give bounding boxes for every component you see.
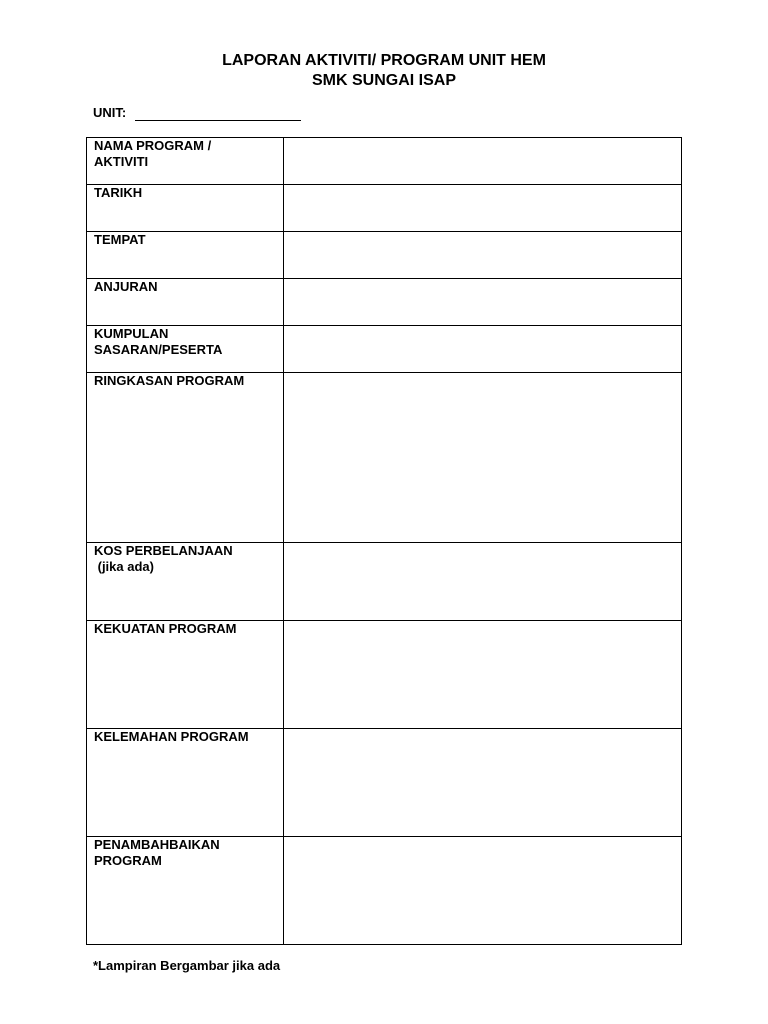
- row-label-tarikh: TARIKH: [87, 185, 284, 232]
- table-row: [87, 373, 682, 543]
- table-row: [87, 232, 682, 279]
- report-form-table: [86, 137, 682, 945]
- row-label-penambahbaikan-program: PENAMBAHBAIKAN PROGRAM: [87, 837, 284, 945]
- row-value-kelemahan-program[interactable]: [284, 729, 682, 837]
- row-value-kumpulan-sasaran[interactable]: [284, 326, 682, 373]
- table-row: [87, 138, 682, 185]
- table-row: [87, 837, 682, 945]
- table-row: [87, 279, 682, 326]
- row-label-kos-perbelanjaan: KOS PERBELANJAAN (jika ada): [87, 543, 284, 621]
- row-label-tempat: TEMPAT: [87, 232, 284, 279]
- row-label-ringkasan-program: RINGKASAN PROGRAM: [87, 373, 284, 543]
- table-row: [87, 326, 682, 373]
- attachment-note: *Lampiran Bergambar jika ada: [93, 958, 281, 973]
- row-value-penambahbaikan-program[interactable]: [284, 837, 682, 945]
- row-value-anjuran[interactable]: [284, 279, 682, 326]
- row-label-nama-program: NAMA PROGRAM / AKTIVITI: [87, 138, 284, 185]
- row-label-kumpulan-sasaran: KUMPULAN SASARAN/PESERTA: [87, 326, 284, 373]
- row-value-ringkasan-program[interactable]: [284, 373, 682, 543]
- unit-label: UNIT:: [93, 105, 127, 120]
- table-row: [87, 729, 682, 837]
- table-row: [87, 621, 682, 729]
- table-row: [87, 543, 682, 621]
- school-name: SMK SUNGAI ISAP: [311, 72, 456, 89]
- row-value-tempat[interactable]: [284, 232, 682, 279]
- row-value-kekuatan-program[interactable]: [284, 621, 682, 729]
- row-label-anjuran: ANJURAN: [87, 279, 284, 326]
- row-value-tarikh[interactable]: [284, 185, 682, 232]
- table-row: [87, 185, 682, 232]
- row-value-nama-program[interactable]: [284, 138, 682, 185]
- unit-field[interactable]: [135, 120, 301, 121]
- row-value-kos-perbelanjaan[interactable]: [284, 543, 682, 621]
- row-label-kekuatan-program: KEKUATAN PROGRAM: [87, 621, 284, 729]
- row-label-kelemahan-program: KELEMAHAN PROGRAM: [87, 729, 284, 837]
- page-title: LAPORAN AKTIVITI/ PROGRAM UNIT HEM: [222, 52, 546, 69]
